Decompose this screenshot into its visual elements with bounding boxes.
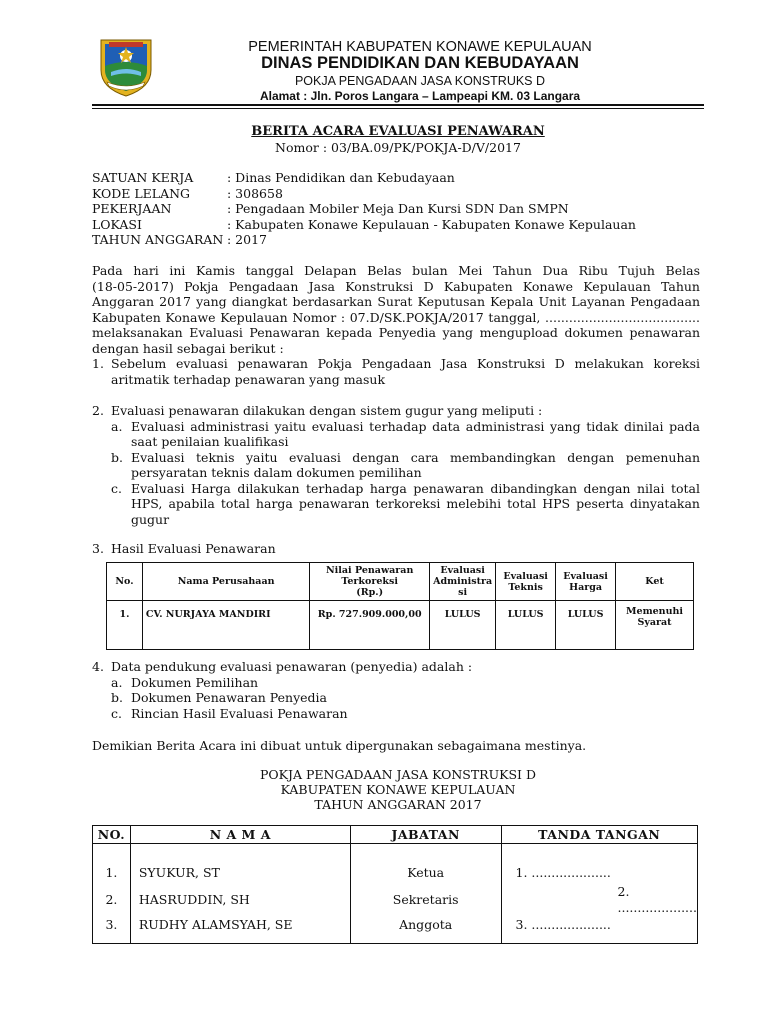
header-line: (Rp.) bbox=[356, 587, 384, 598]
table-header-row bbox=[107, 563, 694, 601]
text-line: HPS, apabila total harga penawaran terkoreksi melebihi total HPS peserta dinyatakan bbox=[131, 496, 700, 511]
sig-signature-line: 2. .................... bbox=[501, 884, 698, 915]
info-value: : 308658 bbox=[227, 185, 283, 201]
col-header-offer bbox=[310, 563, 430, 601]
list-number: 3. bbox=[92, 541, 104, 556]
intro-line: dengan hasil sebagai berikut : bbox=[92, 340, 284, 356]
signature-row bbox=[93, 915, 698, 944]
list-number: 1. bbox=[92, 356, 104, 371]
sub-letter: c. bbox=[111, 705, 122, 721]
signature-table bbox=[92, 825, 698, 944]
header-line: Teknis bbox=[508, 581, 543, 593]
text-line: persyaratan teknis dalam dokumen pemilihan bbox=[131, 465, 422, 480]
intro-line: Kabupaten Konawe Kepulauan Nomor : 07.D/SK.POKJA/2017 tanggal, ....................................... bbox=[92, 309, 700, 325]
list-text bbox=[111, 403, 700, 419]
signature-row bbox=[93, 844, 698, 885]
header-line: Terkoreksi bbox=[341, 576, 398, 587]
sub-text: Dokumen Pemilihan bbox=[131, 674, 259, 690]
info-value: : Pengadaan Mobiler Meja Dan Kursi SDN Dan SMPN bbox=[227, 201, 569, 216]
pokja-year: TAHUN ANGGARAN 2017 bbox=[314, 797, 482, 812]
info-row bbox=[92, 201, 704, 217]
list-text bbox=[111, 659, 700, 675]
info-value: : 2017 bbox=[227, 232, 267, 247]
header-line: Evaluasi bbox=[563, 570, 608, 582]
signature-row bbox=[93, 884, 698, 915]
sig-position: Ketua bbox=[350, 844, 501, 885]
sig-name: SYUKUR, ST bbox=[130, 844, 350, 885]
sig-no: 2. bbox=[93, 884, 131, 915]
col-header-tech-eval bbox=[496, 563, 556, 601]
header-line: Harga bbox=[569, 581, 603, 593]
cell-offer: Rp. 727.909.000,00 bbox=[310, 601, 430, 650]
sig-header-position: JABATAN bbox=[350, 826, 501, 844]
sub-letter: b. bbox=[111, 690, 123, 705]
header-rule-thin bbox=[92, 108, 704, 109]
header-line: Evaluasi bbox=[503, 570, 548, 582]
text-line: Hasil Evaluasi Penawaran bbox=[111, 541, 276, 556]
info-label: PEKERJAAN bbox=[92, 201, 172, 216]
header-line: Nilai Penawaran bbox=[325, 565, 414, 576]
header-line: si bbox=[458, 587, 468, 598]
info-row bbox=[92, 232, 704, 248]
evaluation-table bbox=[106, 562, 694, 650]
sub-letter: a. bbox=[111, 418, 123, 434]
list-number: 2. bbox=[92, 403, 104, 418]
sig-name: RUDHY ALAMSYAH, SE bbox=[130, 915, 350, 944]
sub-text: Rincian Hasil Evaluasi Penawaran bbox=[131, 705, 348, 721]
sig-position: Sekretaris bbox=[350, 884, 501, 915]
header-pokja: POKJA PENGADAAN JASA KONSTRUKS D bbox=[294, 74, 546, 88]
info-label: KODE LELANG bbox=[92, 185, 191, 201]
intro-line: (18-05-2017) Pokja Pengadaan Jasa Konstruksi D Kabupaten Konawe Kepulauan Tahun bbox=[92, 278, 700, 294]
cell-admin-eval: LULUS bbox=[430, 601, 496, 650]
text-line: Data pendukung evaluasi penawaran (penyedia) adalah : bbox=[111, 659, 473, 674]
cell-price-eval: LULUS bbox=[556, 601, 616, 650]
sig-position: Anggota bbox=[350, 915, 501, 944]
col-header-company: Nama Perusahaan bbox=[142, 563, 309, 601]
info-value: : Kabupaten Konawe Kepulauan - Kabupaten Konawe Kepulauan bbox=[227, 216, 636, 232]
text-line: Sebelum evaluasi penawaran Pokja Pengadaan Jasa Konstruksi D melakukan koreksi bbox=[111, 356, 700, 371]
intro-line: melaksanakan Evaluasi Penawaran kepada Penyedia yang mengupload dokumen penawaran bbox=[92, 325, 700, 340]
text-line: Evaluasi penawaran dilakukan dengan sistem gugur yang meliputi : bbox=[111, 403, 543, 418]
sig-name: HASRUDDIN, SH bbox=[130, 884, 350, 915]
sig-header-no: NO. bbox=[93, 826, 131, 844]
col-header-price-eval bbox=[556, 563, 616, 601]
intro-paragraph bbox=[92, 263, 700, 356]
sig-signature-line: 1. .................... bbox=[501, 844, 698, 885]
notes-line: Memenuhi bbox=[626, 606, 684, 617]
sub-text bbox=[131, 481, 700, 528]
sub-letter: c. bbox=[111, 480, 122, 496]
cell-tech-eval: LULUS bbox=[496, 601, 556, 650]
signature-header-row bbox=[93, 826, 698, 844]
header-government: PEMERINTAH KABUPATEN KONAWE KEPULAUAN bbox=[248, 39, 592, 55]
text-line: Evaluasi Harga dilakukan terhadap harga penawaran dibandingkan dengan nilai total bbox=[131, 480, 700, 496]
col-header-no: No. bbox=[107, 563, 143, 601]
sig-header-name: N A M A bbox=[130, 826, 350, 844]
sub-letter: a. bbox=[111, 674, 123, 690]
sub-text bbox=[131, 419, 700, 450]
pokja-regency: KABUPATEN KONAWE KEPULAUAN bbox=[280, 782, 516, 797]
sig-no: 1. bbox=[93, 844, 131, 885]
document-title: BERITA ACARA EVALUASI PENAWARAN bbox=[251, 124, 545, 139]
header-address: Alamat : Jln. Poros Langara – Lampeapi KM. 03 Langara bbox=[259, 89, 581, 103]
cell-company: CV. NURJAYA MANDIRI bbox=[142, 601, 309, 650]
col-header-notes: Ket bbox=[616, 563, 694, 601]
info-row bbox=[92, 186, 704, 202]
document-number: Nomor : 03/BA.09/PK/POKJA-D/V/2017 bbox=[275, 140, 521, 155]
info-label: LOKASI bbox=[92, 216, 142, 232]
closing-statement: Demikian Berita Acara ini dibuat untuk dipergunakan sebagaimana mestinya. bbox=[92, 738, 587, 753]
sub-letter: b. bbox=[111, 449, 123, 465]
text-line: saat penilaian kualifikasi bbox=[131, 434, 289, 449]
cell-notes bbox=[616, 601, 694, 650]
info-label: TAHUN ANGGARAN bbox=[92, 232, 224, 247]
text-line: Evaluasi teknis yaitu evaluasi dengan cara membandingkan dengan pemenuhan bbox=[131, 449, 700, 465]
header-rule bbox=[92, 104, 704, 106]
sig-signature-line: 3. .................... bbox=[501, 915, 698, 944]
list-text bbox=[111, 541, 700, 557]
header-line: Administra bbox=[433, 576, 493, 587]
info-value: : Dinas Pendidikan dan Kebudayaan bbox=[227, 170, 455, 185]
notes-line: Syarat bbox=[637, 617, 672, 628]
header-department: DINAS PENDIDIKAN DAN KEBUDAYAAN bbox=[261, 54, 579, 72]
sig-no: 3. bbox=[93, 915, 131, 944]
cell-no: 1. bbox=[107, 601, 143, 650]
list-number: 4. bbox=[92, 659, 104, 674]
info-label: SATUAN KERJA bbox=[92, 170, 194, 185]
text-line: gugur bbox=[131, 511, 170, 527]
text-line: Evaluasi administrasi yaitu evaluasi terhadap data administrasi yang tidak dinilai pada bbox=[131, 418, 700, 434]
info-row bbox=[92, 217, 704, 233]
header-line: Evaluasi bbox=[440, 565, 485, 576]
info-block bbox=[92, 170, 704, 248]
pokja-title: POKJA PENGADAAN JASA KONSTRUKSI D bbox=[260, 767, 536, 782]
sub-text bbox=[131, 450, 700, 481]
regency-crest-icon bbox=[95, 36, 157, 98]
col-header-admin-eval bbox=[430, 563, 496, 601]
text-line: aritmatik terhadap penawaran yang masuk bbox=[111, 371, 386, 387]
sig-header-signature: TANDA TANGAN bbox=[501, 826, 698, 844]
sub-text: Dokumen Penawaran Penyedia bbox=[131, 690, 328, 705]
intro-line: Pada hari ini Kamis tanggal Delapan Belas bulan Mei Tahun Dua Ribu Tujuh Belas bbox=[92, 263, 700, 278]
table-row bbox=[107, 601, 694, 650]
intro-line: Anggaran 2017 yang diangkat berdasarkan Surat Keputusan Kepala Unit Layanan Pengadaan bbox=[92, 294, 700, 309]
list-text bbox=[111, 356, 700, 387]
info-row bbox=[92, 170, 704, 186]
